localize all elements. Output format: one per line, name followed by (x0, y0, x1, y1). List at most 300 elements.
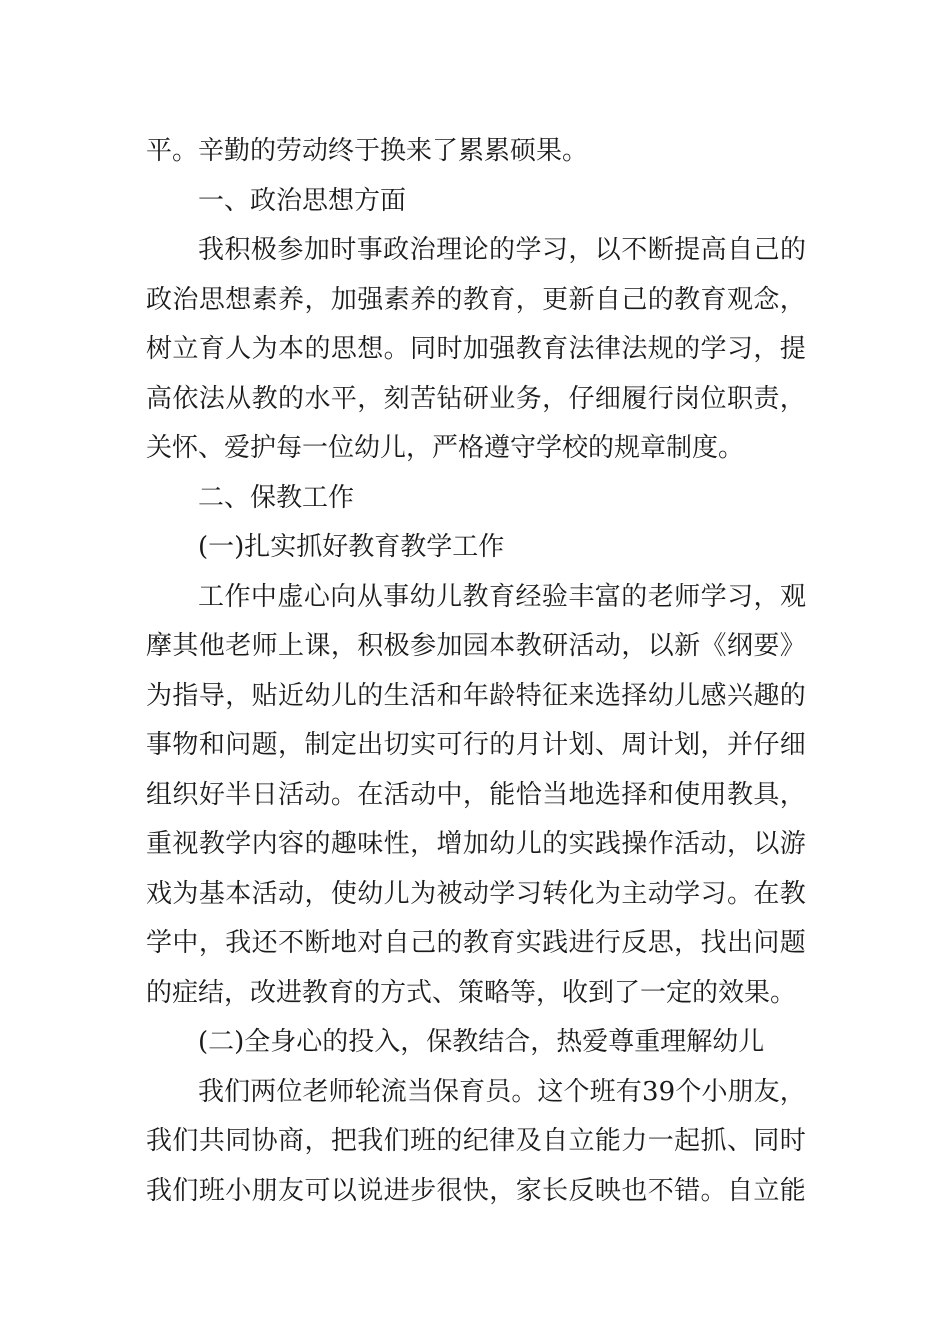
text-glyph: 作 (647, 829, 674, 859)
text-glyph: 月 (515, 730, 542, 760)
text-glyph: 流 (380, 1076, 407, 1107)
text-glyph: 题 (779, 928, 806, 958)
text-glyph: 要 (753, 631, 780, 661)
text-glyph: 们 (224, 1076, 251, 1107)
text-glyph: 心 (303, 581, 330, 612)
text-glyph: 依 (172, 383, 199, 414)
text-glyph: 业 (489, 383, 516, 414)
text-glyph: 加 (436, 631, 463, 661)
text-glyph: 加 (303, 235, 330, 265)
text-glyph: 使 (674, 779, 701, 810)
text-glyph: 的 (674, 334, 701, 364)
text-glyph: 重 (146, 829, 173, 859)
text-glyph: 活 (278, 779, 305, 810)
text-glyph: 育 (488, 581, 515, 612)
text-glyph: ， (489, 1175, 516, 1206)
text-glyph: 为 (594, 878, 621, 909)
text-glyph: 动 (410, 779, 437, 810)
text-glyph: 出 (357, 730, 384, 760)
text-glyph: 参 (410, 631, 437, 661)
text-glyph: 还 (251, 928, 278, 958)
text-glyph: 的 (436, 284, 463, 315)
text-line (146, 919, 806, 969)
text-glyph: 切 (383, 730, 410, 760)
text-glyph: 班 (198, 1175, 225, 1206)
text-glyph: 的 (278, 383, 305, 414)
text-glyph: 教 (462, 284, 489, 315)
text-glyph: 工 (198, 581, 225, 612)
text-glyph: 自 (383, 928, 410, 958)
text-glyph: 两 (250, 1076, 277, 1107)
text-glyph: 物 (172, 730, 199, 760)
text-glyph: 上 (278, 631, 305, 661)
text-line-content: (二)全身心的投入，保教结合，热爱尊重理解幼儿 (198, 1027, 765, 1057)
text-glyph: 师 (674, 581, 701, 612)
text-glyph: 习 (515, 878, 542, 909)
text-glyph: 强 (489, 334, 516, 364)
text-line (146, 573, 806, 623)
text-glyph: 转 (542, 878, 569, 909)
text-glyph: 纲 (726, 631, 753, 661)
text-glyph: 半 (225, 779, 252, 810)
text-glyph: 育 (542, 334, 569, 364)
text-glyph: 新 (568, 284, 595, 315)
text-glyph: 的 (304, 829, 331, 859)
text-glyph: 3 (641, 1076, 659, 1107)
text-line (146, 1018, 806, 1068)
text-glyph: 班 (589, 1076, 616, 1107)
text-glyph: 导 (198, 680, 225, 711)
text-glyph: 和 (198, 730, 225, 760)
text-glyph: 育 (489, 928, 516, 958)
text-glyph: 立 (568, 1126, 595, 1156)
text-glyph: 想 (225, 284, 252, 315)
text-glyph: ， (542, 383, 569, 414)
text-glyph: 本 (225, 878, 252, 909)
text-glyph: 步 (410, 1175, 437, 1206)
text-glyph: 的 (436, 1126, 463, 1156)
text-glyph: 地 (330, 928, 357, 958)
text-glyph: 虚 (277, 581, 304, 612)
text-glyph: 很 (436, 1175, 463, 1206)
text-glyph: ， (515, 284, 542, 315)
text-glyph: ， (462, 779, 489, 810)
text-glyph: 动 (462, 878, 489, 909)
text-glyph: 并 (726, 730, 753, 760)
text-glyph: 教 (674, 284, 701, 315)
text-glyph: 苦 (410, 383, 437, 414)
text-glyph: 年 (462, 680, 489, 711)
text-line-content: 关怀、爱护每一位幼儿，严格遵守学校的规章制度。 (146, 433, 745, 463)
text-glyph: ， (726, 829, 753, 859)
text-glyph: 个 (563, 1076, 590, 1107)
text-glyph: 时 (330, 235, 357, 265)
text-glyph: 同 (410, 334, 437, 364)
text-glyph: 主 (621, 878, 648, 909)
text-glyph: 仔 (568, 383, 595, 414)
text-glyph: 验 (541, 581, 568, 612)
text-glyph: 高 (700, 235, 727, 265)
text-glyph: 政 (146, 284, 173, 315)
text-glyph: 学 (674, 878, 701, 909)
text-glyph: 龄 (489, 680, 516, 711)
text-glyph: 学 (515, 235, 542, 265)
text-glyph: 从 (225, 383, 252, 414)
text-glyph: 思 (198, 284, 225, 315)
text-glyph: ， (568, 235, 595, 265)
text-glyph: 其 (172, 631, 199, 661)
text-glyph: 加 (330, 284, 357, 315)
text-glyph: 可 (436, 730, 463, 760)
text-glyph: 儿 (383, 878, 410, 909)
text-line (146, 325, 806, 375)
text-glyph: 近 (278, 680, 305, 711)
text-glyph: 感 (700, 680, 727, 711)
text-glyph: 活 (410, 680, 437, 711)
text-glyph: 组 (146, 779, 173, 810)
text-glyph: 育 (489, 284, 516, 315)
text-glyph: 我 (146, 1126, 173, 1156)
text-glyph: 同 (225, 1126, 252, 1156)
text-line-content: (一)扎实抓好教育教学工作 (198, 532, 505, 562)
text-glyph: 本 (489, 631, 516, 661)
text-line (146, 870, 806, 920)
text-glyph: 丰 (568, 581, 595, 612)
text-glyph: 位 (276, 1076, 303, 1107)
text-glyph: 能 (779, 1175, 806, 1206)
text-glyph: 新 (674, 631, 701, 661)
text-glyph: 园 (462, 631, 489, 661)
text-glyph: ， (410, 829, 437, 859)
text-glyph: 为 (146, 680, 173, 711)
text-glyph: ， (779, 1076, 806, 1107)
text-glyph: 时 (779, 1126, 806, 1156)
text-glyph: 说 (357, 1175, 384, 1206)
text-glyph: 小 (701, 1076, 728, 1107)
text-glyph: 和 (647, 779, 674, 810)
text-glyph: 治 (172, 284, 199, 315)
text-glyph: 不 (647, 1175, 674, 1206)
text-glyph: 们 (172, 1175, 199, 1206)
document-body (146, 127, 806, 1216)
text-glyph: 好 (198, 779, 225, 810)
text-glyph: 老 (647, 581, 674, 612)
text-glyph: 对 (357, 928, 384, 958)
text-glyph: 我 (198, 1076, 225, 1107)
text-glyph: 我 (146, 1175, 173, 1206)
text-glyph: 立 (753, 1175, 780, 1206)
text-glyph: 提 (779, 334, 806, 364)
text-glyph: 的 (489, 730, 516, 760)
text-glyph: 作 (224, 581, 251, 612)
text-glyph: 教 (515, 334, 542, 364)
text-glyph: 实 (568, 829, 595, 859)
text-glyph: 。 (700, 1175, 727, 1206)
text-glyph: 反 (621, 928, 648, 958)
text-glyph: 法 (568, 334, 595, 364)
text-glyph: 定 (330, 730, 357, 760)
text-glyph: 儿 (674, 680, 701, 711)
text-glyph: 能 (594, 1126, 621, 1156)
text-line-content: 二、保教工作 (198, 482, 355, 513)
text-glyph: 论 (462, 235, 489, 265)
text-glyph: 贴 (251, 680, 278, 711)
text-glyph: 幼 (304, 680, 331, 711)
text-glyph: 活 (383, 779, 410, 810)
text-glyph: 进 (568, 928, 595, 958)
text-glyph: 的 (779, 680, 806, 711)
text-glyph: 法 (621, 334, 648, 364)
text-glyph: 活 (251, 878, 278, 909)
text-glyph: 责 (753, 383, 780, 414)
text-glyph: 师 (251, 631, 278, 661)
text-glyph: 钻 (436, 383, 463, 414)
text-glyph: 养 (410, 284, 437, 315)
text-glyph: 可 (304, 1175, 331, 1206)
text-glyph: 计 (647, 730, 674, 760)
text-glyph: ， (304, 878, 331, 909)
text-glyph: 研 (462, 383, 489, 414)
text-glyph: 、 (726, 1126, 753, 1156)
text-glyph: 映 (594, 1175, 621, 1206)
text-glyph: 参 (277, 235, 304, 265)
text-glyph: 自 (726, 1175, 753, 1206)
text-glyph: 不 (621, 235, 648, 265)
text-glyph: 家 (515, 1175, 542, 1206)
text-line (146, 771, 806, 821)
text-glyph: ， (330, 631, 357, 661)
text-glyph: 的 (304, 334, 331, 364)
text-glyph: 儿 (436, 581, 463, 612)
text-glyph: 立 (172, 334, 199, 364)
text-glyph: 具 (753, 779, 780, 810)
text-line (146, 523, 806, 573)
text-line-content: 平。辛勤的劳动终于换来了累累硕果。 (146, 136, 589, 166)
text-glyph: ， (779, 284, 806, 315)
text-glyph: 教 (515, 631, 542, 661)
text-glyph: 趣 (753, 680, 780, 711)
text-glyph: ， (198, 928, 225, 958)
text-line (146, 672, 806, 722)
text-glyph: 治 (409, 235, 436, 265)
text-glyph: 动 (700, 829, 727, 859)
text-glyph: ， (753, 581, 780, 612)
text-glyph: 基 (198, 878, 225, 909)
text-glyph: 念 (753, 284, 780, 315)
text-glyph: 积 (224, 235, 251, 265)
text-glyph: 法 (198, 383, 225, 414)
text-glyph: 更 (542, 284, 569, 315)
text-glyph: 错 (674, 1175, 701, 1206)
text-glyph: 的 (621, 581, 648, 612)
text-glyph: 择 (621, 680, 648, 711)
text-glyph: 恰 (515, 779, 542, 810)
text-glyph: 操 (621, 829, 648, 859)
text-glyph: 人 (225, 334, 252, 364)
text-glyph: 强 (357, 284, 384, 315)
text-glyph: 刻 (383, 383, 410, 414)
text-glyph: 友 (278, 1175, 305, 1206)
text-glyph: 协 (251, 1126, 278, 1156)
text-line (146, 424, 806, 474)
text-glyph: 。 (511, 1076, 538, 1107)
text-glyph: 性 (383, 829, 410, 859)
text-glyph: 味 (357, 829, 384, 859)
text-glyph: 职 (726, 383, 753, 414)
text-glyph: 向 (330, 581, 357, 612)
text-glyph: 己 (621, 284, 648, 315)
text-glyph: 当 (542, 779, 569, 810)
text-glyph: 以 (594, 235, 621, 265)
text-glyph: 我 (198, 235, 225, 265)
text-line (146, 474, 806, 524)
text-glyph: 思 (330, 334, 357, 364)
text-glyph: 、 (594, 730, 621, 760)
text-glyph: 中 (172, 928, 199, 958)
text-glyph: 养 (278, 284, 305, 315)
text-glyph: 以 (753, 829, 780, 859)
text-glyph: 快 (462, 1175, 489, 1206)
text-glyph: 水 (304, 383, 331, 414)
text-glyph: 中 (250, 581, 277, 612)
text-glyph: ， (225, 680, 252, 711)
text-glyph: 视 (172, 829, 199, 859)
text-glyph: 小 (225, 1175, 252, 1206)
text-glyph: 动 (647, 878, 674, 909)
text-glyph: 老 (302, 1076, 329, 1107)
text-glyph: 师 (328, 1076, 355, 1107)
text-glyph: 动 (304, 779, 331, 810)
text-glyph: 研 (542, 631, 569, 661)
text-line (146, 969, 806, 1019)
text-glyph: 当 (406, 1076, 433, 1107)
text-glyph: 划 (674, 730, 701, 760)
text-glyph: 。 (383, 334, 410, 364)
text-glyph: 的 (542, 829, 569, 859)
text-glyph: 从 (356, 581, 383, 612)
text-glyph: 周 (621, 730, 648, 760)
text-glyph: 习 (726, 334, 753, 364)
text-glyph: 以 (330, 1175, 357, 1206)
text-line (146, 127, 806, 177)
text-line (146, 622, 806, 672)
text-glyph: 学 (225, 829, 252, 859)
text-glyph: 戏 (146, 878, 173, 909)
text-glyph: 履 (621, 383, 648, 414)
text-glyph: 观 (726, 284, 753, 315)
text-glyph: 来 (568, 680, 595, 711)
text-glyph: 友 (753, 1076, 780, 1107)
text-glyph: 教 (462, 928, 489, 958)
text-glyph: 素 (251, 284, 278, 315)
text-glyph: 活 (674, 829, 701, 859)
text-line (146, 721, 806, 771)
text-glyph: 践 (594, 829, 621, 859)
text-glyph: 的 (488, 235, 515, 265)
text-glyph: 育 (459, 1076, 486, 1107)
text-glyph: 选 (594, 680, 621, 711)
text-glyph: 划 (568, 730, 595, 760)
text-glyph: 在 (357, 779, 384, 810)
text-glyph: 思 (647, 928, 674, 958)
text-glyph: 抓 (700, 1126, 727, 1156)
text-glyph: 仔 (753, 730, 780, 760)
text-glyph: 员 (485, 1076, 512, 1107)
text-glyph: 本 (278, 334, 305, 364)
text-line (146, 820, 806, 870)
text-line-content: 一、政治思想方面 (198, 185, 407, 216)
text-glyph: 游 (779, 829, 806, 859)
text-glyph: 课 (304, 631, 331, 661)
text-glyph: 地 (568, 779, 595, 810)
text-glyph: 岗 (674, 383, 701, 414)
text-glyph: 教 (779, 878, 806, 909)
text-glyph: 动 (278, 878, 305, 909)
text-line (146, 1117, 806, 1167)
text-glyph: 朋 (251, 1175, 278, 1206)
text-glyph: 征 (542, 680, 569, 711)
text-glyph: 践 (542, 928, 569, 958)
text-glyph: 有 (615, 1076, 642, 1107)
text-line (146, 226, 806, 276)
text-glyph: 时 (436, 334, 463, 364)
text-glyph: 幼 (489, 829, 516, 859)
text-glyph: 习 (700, 878, 727, 909)
text-glyph: 想 (357, 334, 384, 364)
text-glyph: 趣 (330, 829, 357, 859)
text-glyph: 进 (383, 1175, 410, 1206)
text-glyph: 实 (515, 928, 542, 958)
text-glyph: 教 (198, 829, 225, 859)
text-glyph: 行 (647, 383, 674, 414)
text-line (146, 1068, 806, 1118)
text-glyph: 朋 (727, 1076, 754, 1107)
text-glyph: 提 (674, 235, 701, 265)
text-glyph: 《 (700, 631, 727, 661)
text-glyph: 找 (700, 928, 727, 958)
text-glyph: ， (621, 631, 648, 661)
text-glyph: 们 (172, 1126, 199, 1156)
text-glyph: 择 (621, 779, 648, 810)
text-glyph: 教 (462, 581, 489, 612)
text-glyph: 我 (225, 928, 252, 958)
text-glyph: ， (304, 1126, 331, 1156)
text-glyph: 这 (537, 1076, 564, 1107)
text-glyph: 断 (647, 235, 674, 265)
text-line (146, 1167, 806, 1217)
text-glyph: 增 (436, 829, 463, 859)
text-glyph: 政 (383, 235, 410, 265)
text-glyph: 问 (225, 730, 252, 760)
text-glyph: 。 (726, 878, 753, 909)
text-glyph: 育 (198, 334, 225, 364)
text-glyph: 也 (621, 1175, 648, 1206)
text-glyph: 学 (700, 581, 727, 612)
text-glyph: 位 (700, 383, 727, 414)
text-glyph: 计 (542, 730, 569, 760)
text-glyph: 的 (357, 680, 384, 711)
text-glyph: 老 (225, 631, 252, 661)
text-glyph: 实 (410, 730, 437, 760)
text-glyph: 和 (436, 680, 463, 711)
text-glyph: 幼 (357, 878, 384, 909)
text-glyph: 》 (779, 631, 806, 661)
text-glyph: 极 (250, 235, 277, 265)
text-line (146, 177, 806, 227)
text-glyph: 富 (594, 581, 621, 612)
text-glyph: 加 (462, 334, 489, 364)
text-glyph: 一 (647, 1126, 674, 1156)
